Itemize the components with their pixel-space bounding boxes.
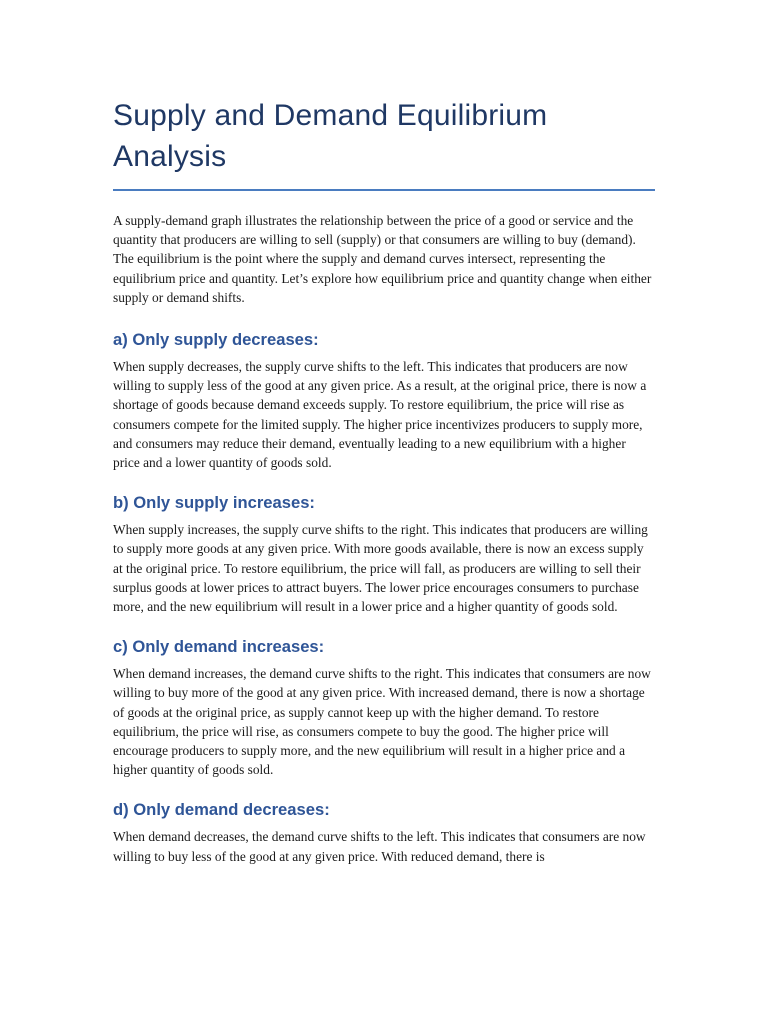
title-underline bbox=[113, 189, 655, 191]
section-supply-increases bbox=[113, 492, 655, 616]
section-supply-decreases bbox=[113, 329, 655, 472]
section-body: When demand increases, the demand curve shifts to the right. This indicates that consumers are now willing to buy more of the good at any given price. With increased demand, there is now a shortage of goods at the original price, as supply cannot keep up with the higher demand. To restore equilibrium, the price will rise, as consumers compete to buy the good. The higher price will encourage producers to supply more, and the new equilibrium will result in a higher price and a higher quantity of goods sold. bbox=[113, 666, 651, 778]
section-demand-decreases bbox=[113, 799, 655, 865]
section-heading: a) Only supply decreases: bbox=[113, 330, 319, 350]
intro-paragraph: A supply-demand graph illustrates the relationship between the price of a good or service and the quantity that producers are willing to sell (supply) or that consumers are willing to buy (demand). The equilibrium is the point where the supply and demand curves intersect, representing the equilibrium price and quantity. Let’s explore how equilibrium price and quantity change when either supply or demand shifts. bbox=[113, 213, 652, 305]
section-heading: b) Only supply increases: bbox=[113, 493, 315, 513]
section-body: When demand decreases, the demand curve shifts to the left. This indicates that consumers are now willing to buy less of the good at any given price. With reduced demand, there is bbox=[113, 829, 646, 864]
section-demand-increases bbox=[113, 636, 655, 779]
section-body: When supply decreases, the supply curve shifts to the left. This indicates that producers are now willing to supply less of the good at any given price. As a result, at the original price, there is now a shortage of goods because demand exceeds supply. To restore equilibrium, the price will rise as consumers compete for the limited supply. The higher price incentivizes producers to supply more, and consumers may reduce their demand, eventually leading to a new equilibrium with a higher price and a lower quantity of goods sold. bbox=[113, 359, 647, 471]
title-line-2: Analysis bbox=[113, 140, 227, 173]
document-page bbox=[113, 95, 655, 866]
page-title bbox=[113, 95, 655, 177]
section-heading: d) Only demand decreases: bbox=[113, 800, 330, 820]
title-line-1: Supply and Demand Equilibrium bbox=[113, 99, 548, 132]
section-body: When supply increases, the supply curve shifts to the right. This indicates that producers are willing to supply more goods at any given price. With more goods available, there is now an excess supply at the original price. To restore equilibrium, the price will fall, as producers are willing to sell their surplus goods at lower prices to attract buyers. The lower price encourages consumers to purchase more, and the new equilibrium will result in a lower price and a higher quantity of goods sold. bbox=[113, 522, 648, 615]
section-heading: c) Only demand increases: bbox=[113, 637, 325, 657]
